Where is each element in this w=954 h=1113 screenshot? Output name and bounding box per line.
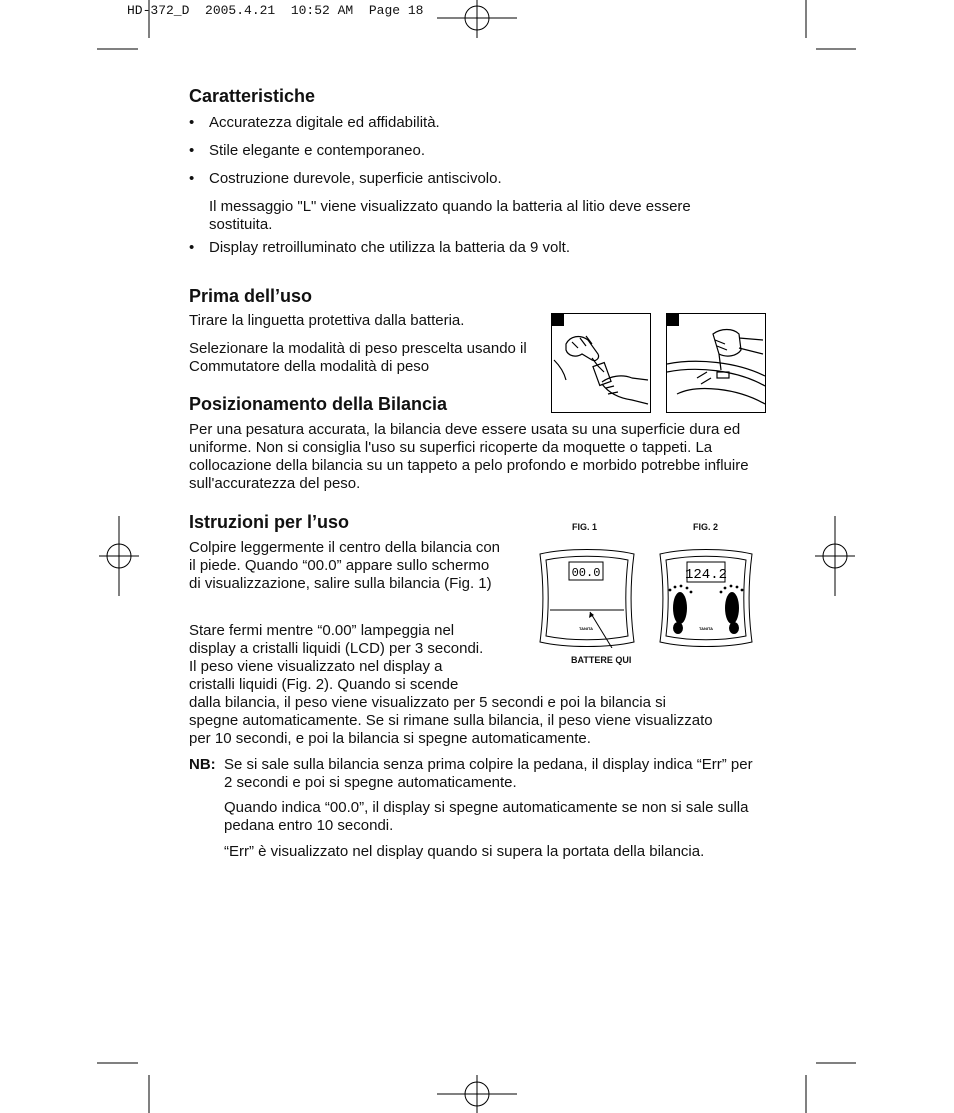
section-title-before-use: Prima dell’uso	[189, 286, 313, 306]
figure-1-scale	[536, 548, 638, 648]
nb-label: NB:	[189, 756, 216, 773]
corner-marker	[552, 314, 564, 326]
paragraph: Selezionare la modalità di peso prescelta usando il Commutatore della modalità di peso	[189, 340, 527, 375]
battery-note: Il messaggio "L" viene visualizzato quando la batteria al litio deve essere sostituita.	[209, 198, 691, 233]
bullet-marker: •	[189, 114, 195, 131]
paragraph: Per una pesatura accurata, la bilancia deve essere usata su una superficie dura ed uniforme. Non si consiglia l'uso su superfici ricoperte da moquette o tappeti. La collocazione della bilancia su un tappeto a pelo profondo e morbido potrebbe influire sull'accuratezza del peso.	[189, 421, 749, 492]
bullet-marker: •	[189, 170, 195, 187]
note-paragraph: Quando indica “00.0”, il display si spegne automaticamente se non si sale sulla pedana entro 10 secondi.	[224, 799, 749, 834]
illustration-pull-tab	[551, 313, 651, 413]
figure-label: FIG. 1	[572, 522, 598, 532]
section-title-positioning: Posizionamento della Bilancia	[189, 394, 448, 414]
print-slug: HD-372_D 2005.4.21 10:52 AM Page 18	[127, 3, 424, 18]
paragraph-line: Il peso viene visualizzato nel display a	[189, 658, 443, 675]
illustration-mode-switch	[666, 313, 766, 413]
battery-label: BATTERE QUI	[571, 655, 632, 665]
section-title-instructions: Istruzioni per l’uso	[189, 512, 350, 532]
section-title-features: Caratteristiche	[189, 86, 316, 106]
figure-label: FIG. 2	[693, 522, 719, 532]
paragraph-line: cristalli liquidi (Fig. 2). Quando si scende	[189, 676, 459, 693]
paragraph-line: per 10 secondi, e poi la bilancia si spegne automaticamente.	[189, 730, 591, 747]
bullet-marker: •	[189, 142, 195, 159]
list-item-text: Accuratezza digitale ed affidabilità.	[209, 114, 440, 131]
list-item-text: Display retroilluminato che utilizza la batteria da 9 volt.	[209, 239, 571, 256]
hands-pulling-tab-icon	[552, 314, 650, 412]
figure-1-brand: TANITA	[578, 626, 594, 631]
paragraph-line: Stare fermi mentre “0.00” lampeggia nel	[189, 622, 455, 639]
note-paragraph: “Err” è visualizzato nel display quando si supera la portata della bilancia.	[224, 843, 705, 860]
corner-marker	[667, 314, 679, 326]
hand-on-switch-icon	[667, 314, 765, 412]
paragraph-line: display a cristalli liquidi (LCD) per 3 secondi.	[189, 640, 484, 657]
list-item-text: Stile elegante e contemporaneo.	[209, 142, 425, 159]
figure-2-display: 124.2	[684, 567, 728, 583]
figure-2-scale	[656, 548, 756, 648]
bullet-marker: •	[189, 239, 195, 256]
paragraph-line: spegne automaticamente. Se si rimane sulla bilancia, il peso viene visualizzato	[189, 712, 713, 729]
figure-2-brand: TANITA	[698, 626, 714, 631]
note-paragraph: Se si sale sulla bilancia senza prima colpire la pedana, il display indica “Err” per 2 secondi e poi si spegne automaticamente.	[224, 756, 753, 791]
list-item-text: Costruzione durevole, superficie antiscivolo.	[209, 170, 502, 187]
figure-1-display: 00.0	[571, 566, 601, 580]
paragraph: Tirare la linguetta protettiva dalla batteria.	[189, 312, 465, 329]
paragraph: Colpire leggermente il centro della bilancia con il piede. Quando “00.0” appare sullo schermo di visualizzazione, salire sulla bilancia (Fig. 1)	[189, 539, 501, 592]
paragraph-line: dalla bilancia, il peso viene visualizzato per 5 secondi e poi la bilancia si	[189, 694, 666, 711]
